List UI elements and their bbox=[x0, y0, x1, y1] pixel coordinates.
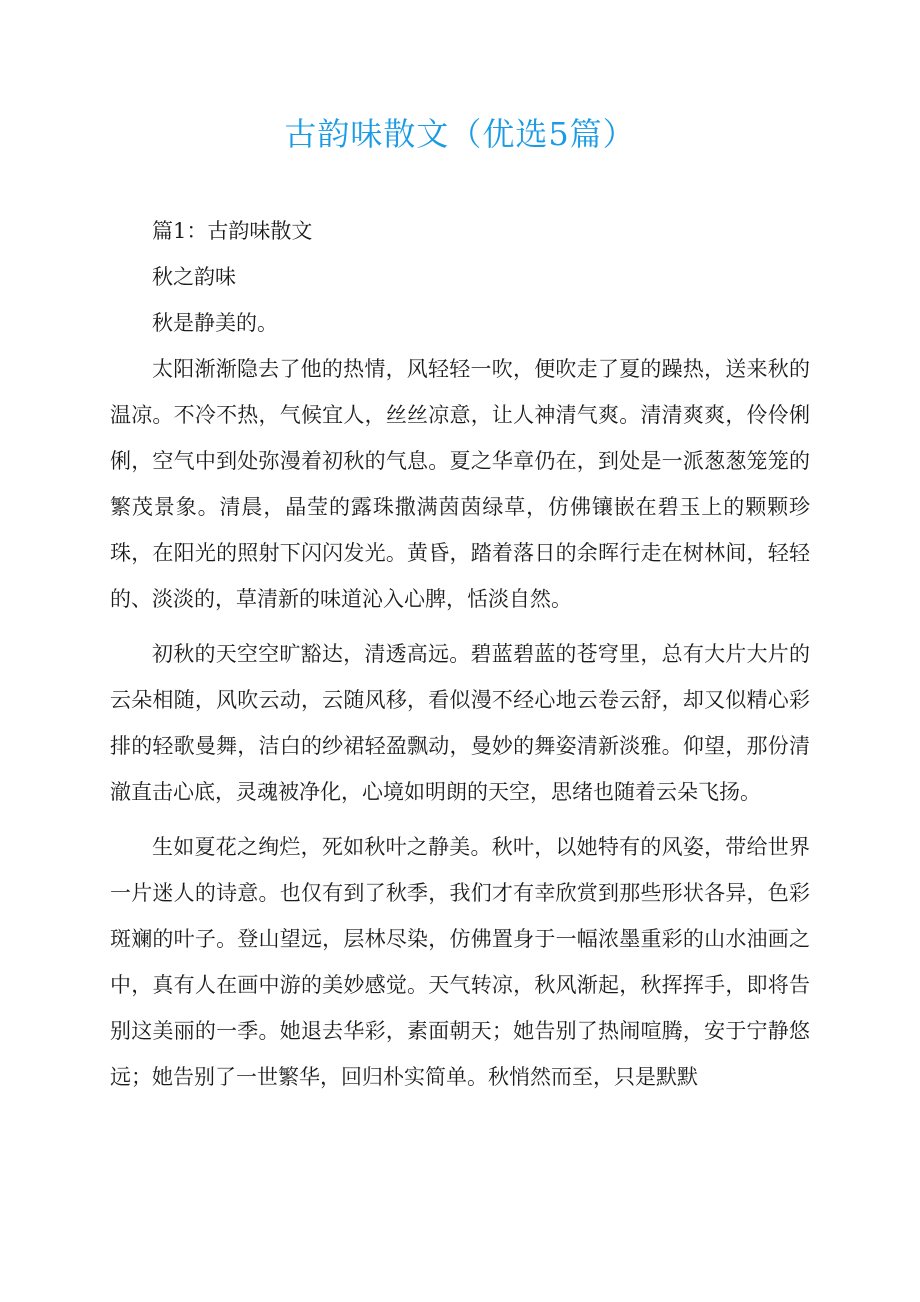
paragraph: 太阳渐渐隐去了他的热情，风轻轻一吹，便吹走了夏的躁热，送来秋的温凉。不冷不热，气候宜人，丝丝凉意，让人神清气爽。清清爽爽，伶伶俐俐，空气中到处弥漫着初秋的气息。夏之华章仍在，到处是一派葱葱笼笼的繁茂景象。清晨，晶莹的露珠撒满茵茵绿草，仿佛镶嵌在碧玉上的颗颗珍珠，在阳光的照射下闪闪发光。黄昏，踏着落日的余晖行走在树林间，轻轻的、淡淡的，草清新的味道沁入心脾，恬淡自然。 bbox=[110, 357, 810, 611]
paragraph: 秋是静美的。 bbox=[152, 311, 278, 335]
paragraph: 初秋的天空空旷豁达，清透高远。碧蓝碧蓝的苍穹里，总有大片大片的云朵相随，风吹云动，云随风移，看似漫不经心地云卷云舒，却又似精心彩排的轻歌曼舞，洁白的纱裙轻盈飘动，曼妙的舞姿清新淡雅。仰望，那份清澈直击心底，灵魂被净化，心境如明朗的天空，思绪也随着云朵飞扬。 bbox=[110, 642, 810, 804]
document-title: 古韵味散文（优选5篇） bbox=[284, 115, 636, 153]
document-body bbox=[110, 208, 810, 1100]
paragraph: 生如夏花之绚烂，死如秋叶之静美。秋叶，以她特有的风姿，带给世界一片迷人的诗意。也仅有到了秋季，我们才有幸欣赏到那些形状各异，色彩斑斓的叶子。登山望远，层林尽染，仿佛置身于一幅浓墨重彩的山水油画之中，真有人在画中游的美妙感觉。天气转凉，秋风渐起，秋挥挥手，即将告别这美丽的一季。她退去华彩，素面朝天；她告别了热闹喧腾，安于宁静悠远；她告别了一世繁华，回归朴实简单。秋悄然而至，只是默默 bbox=[110, 835, 810, 1089]
essay-title: 秋之韵味 bbox=[152, 265, 236, 289]
chapter-heading: 篇1：古韵味散文 bbox=[152, 219, 313, 243]
